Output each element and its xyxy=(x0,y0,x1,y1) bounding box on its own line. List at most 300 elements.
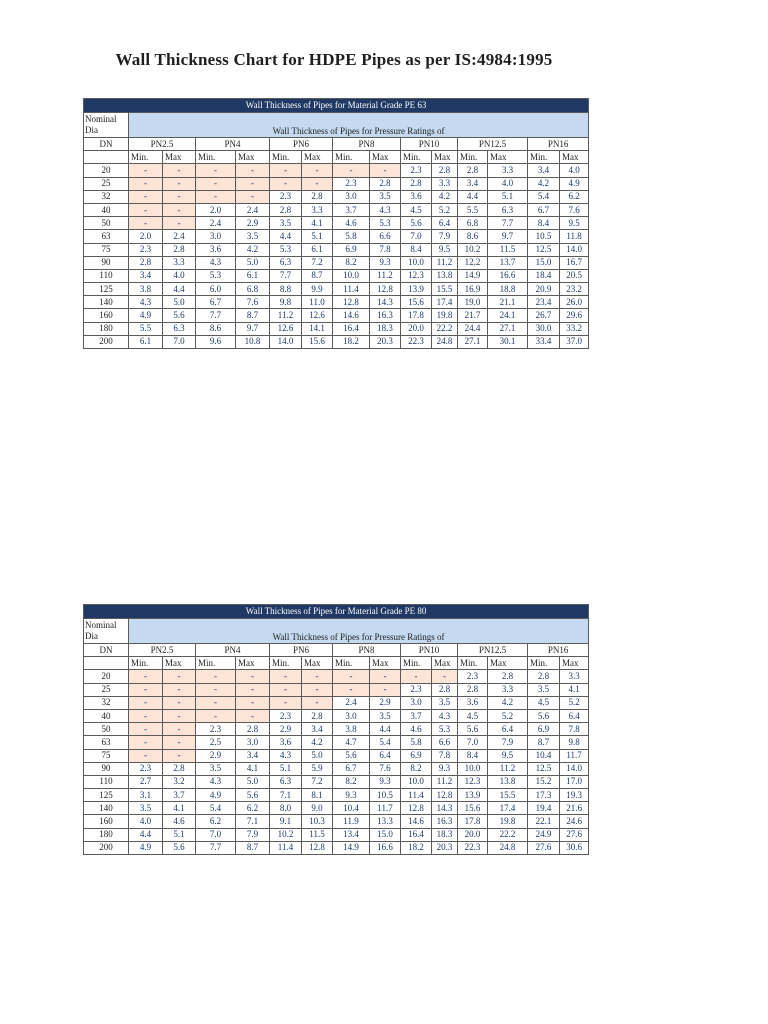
thickness-value: 7.7 xyxy=(196,309,236,322)
thickness-value: 5.3 xyxy=(432,723,458,736)
thickness-value: 17.8 xyxy=(401,309,432,322)
max-header: Max xyxy=(432,151,458,164)
thickness-value: 3.5 xyxy=(129,802,163,815)
thickness-value: - xyxy=(302,683,333,696)
thickness-value: 10.4 xyxy=(528,749,560,762)
thickness-value: 4.0 xyxy=(560,164,589,177)
thickness-table xyxy=(83,98,589,349)
thickness-value: 11.2 xyxy=(370,269,401,282)
nominal-dia-label: Nominal Dia xyxy=(84,619,129,644)
pn-header: PN4 xyxy=(196,138,270,151)
thickness-value: 15.6 xyxy=(401,296,432,309)
table-row xyxy=(84,164,589,177)
thickness-value: 6.1 xyxy=(129,335,163,348)
thickness-value: 23.4 xyxy=(528,296,560,309)
thickness-value: 2.8 xyxy=(163,762,196,775)
pn-header: PN12.5 xyxy=(458,644,528,657)
thickness-value: 3.1 xyxy=(129,789,163,802)
table-banner: Wall Thickness of Pipes for Material Grade PE 63 xyxy=(84,99,589,113)
thickness-value: 24.1 xyxy=(488,309,528,322)
thickness-value: - xyxy=(163,670,196,683)
thickness-value: 4.2 xyxy=(528,177,560,190)
table-row xyxy=(84,828,589,841)
thickness-value: 4.5 xyxy=(458,709,488,722)
thickness-value: 4.6 xyxy=(401,723,432,736)
thickness-value: 16.6 xyxy=(488,269,528,282)
thickness-value: 4.3 xyxy=(432,709,458,722)
thickness-value: 15.6 xyxy=(302,335,333,348)
thickness-value: 16.3 xyxy=(432,815,458,828)
table-row xyxy=(84,269,589,282)
thickness-value: 5.1 xyxy=(302,230,333,243)
thickness-value: - xyxy=(129,203,163,216)
thickness-value: 2.8 xyxy=(302,709,333,722)
thickness-value: - xyxy=(196,190,236,203)
thickness-value: 10.0 xyxy=(401,775,432,788)
min-header: Min. xyxy=(528,657,560,670)
thickness-value: 22.2 xyxy=(432,322,458,335)
thickness-value: - xyxy=(196,164,236,177)
thickness-value: 5.0 xyxy=(236,775,270,788)
thickness-value: 12.6 xyxy=(270,322,302,335)
thickness-value: 4.4 xyxy=(163,283,196,296)
thickness-value: 2.8 xyxy=(528,670,560,683)
min-header: Min. xyxy=(129,151,163,164)
thickness-value: - xyxy=(163,723,196,736)
thickness-value: - xyxy=(370,683,401,696)
dn-value: 63 xyxy=(84,230,129,243)
thickness-value: 3.3 xyxy=(560,670,589,683)
table-row xyxy=(84,230,589,243)
thickness-value: 13.8 xyxy=(488,775,528,788)
pn-header: PN10 xyxy=(401,644,458,657)
thickness-value: - xyxy=(129,736,163,749)
thickness-value: 11.7 xyxy=(560,749,589,762)
thickness-value: - xyxy=(129,177,163,190)
dn-value: 90 xyxy=(84,762,129,775)
thickness-value: 37.0 xyxy=(560,335,589,348)
thickness-value: 15.0 xyxy=(370,828,401,841)
thickness-value: 18.3 xyxy=(370,322,401,335)
thickness-value: 7.6 xyxy=(370,762,401,775)
thickness-value: - xyxy=(401,670,432,683)
table-row xyxy=(84,190,589,203)
thickness-value: 3.0 xyxy=(236,736,270,749)
thickness-value: 4.6 xyxy=(333,217,370,230)
thickness-value: 17.0 xyxy=(560,775,589,788)
thickness-value: 11.8 xyxy=(560,230,589,243)
thickness-value: 27.6 xyxy=(560,828,589,841)
thickness-value: 5.0 xyxy=(236,256,270,269)
table-row xyxy=(84,283,589,296)
table-row xyxy=(84,802,589,815)
max-header: Max xyxy=(488,151,528,164)
pressure-ratings-label: Wall Thickness of Pipes for Pressure Ratings of xyxy=(129,619,589,644)
thickness-value: 3.3 xyxy=(488,683,528,696)
thickness-value: 33.4 xyxy=(528,335,560,348)
thickness-value: 2.9 xyxy=(270,723,302,736)
thickness-value: 7.9 xyxy=(488,736,528,749)
thickness-value: 2.4 xyxy=(196,217,236,230)
thickness-value: 30.6 xyxy=(560,841,589,854)
thickness-value: 5.3 xyxy=(370,217,401,230)
thickness-value: 13.3 xyxy=(370,815,401,828)
thickness-value: 9.3 xyxy=(370,775,401,788)
thickness-value: 16.6 xyxy=(370,841,401,854)
thickness-value: 9.3 xyxy=(370,256,401,269)
thickness-value: 6.3 xyxy=(270,775,302,788)
pn-header: PN8 xyxy=(333,644,401,657)
thickness-value: - xyxy=(196,696,236,709)
thickness-value: 2.8 xyxy=(458,683,488,696)
thickness-value: 9.7 xyxy=(488,230,528,243)
thickness-value: 18.3 xyxy=(432,828,458,841)
thickness-value: 10.0 xyxy=(333,269,370,282)
thickness-value: - xyxy=(163,696,196,709)
table-row xyxy=(84,203,589,216)
thickness-value: 11.9 xyxy=(333,815,370,828)
thickness-value: 14.3 xyxy=(432,802,458,815)
thickness-value: 3.8 xyxy=(129,283,163,296)
thickness-value: 5.5 xyxy=(458,203,488,216)
thickness-value: 6.9 xyxy=(401,749,432,762)
thickness-value: 5.6 xyxy=(528,709,560,722)
dn-value: 200 xyxy=(84,841,129,854)
thickness-value: 3.2 xyxy=(163,775,196,788)
thickness-value: 8.6 xyxy=(196,322,236,335)
thickness-value: - xyxy=(236,177,270,190)
pe63-table xyxy=(83,98,588,349)
thickness-value: 3.4 xyxy=(236,749,270,762)
pn-header: PN10 xyxy=(401,138,458,151)
thickness-value: 8.4 xyxy=(401,243,432,256)
blank-cell xyxy=(84,151,129,164)
thickness-value: 15.5 xyxy=(488,789,528,802)
table-row xyxy=(84,335,589,348)
thickness-value: - xyxy=(270,670,302,683)
pn-header: PN16 xyxy=(528,644,589,657)
table-row xyxy=(84,775,589,788)
thickness-value: 22.1 xyxy=(528,815,560,828)
thickness-value: - xyxy=(163,164,196,177)
thickness-value: 9.5 xyxy=(488,749,528,762)
thickness-value: 6.7 xyxy=(333,762,370,775)
thickness-value: 5.2 xyxy=(560,696,589,709)
thickness-value: 5.1 xyxy=(270,762,302,775)
thickness-value: 7.1 xyxy=(236,815,270,828)
thickness-value: - xyxy=(370,670,401,683)
dn-value: 75 xyxy=(84,243,129,256)
thickness-value: 20.9 xyxy=(528,283,560,296)
thickness-value: 4.5 xyxy=(401,203,432,216)
thickness-value: 5.6 xyxy=(236,789,270,802)
thickness-value: - xyxy=(163,736,196,749)
thickness-value: - xyxy=(163,217,196,230)
dn-value: 40 xyxy=(84,709,129,722)
thickness-value: 6.2 xyxy=(196,815,236,828)
thickness-value: - xyxy=(333,683,370,696)
thickness-value: 10.5 xyxy=(370,789,401,802)
thickness-value: - xyxy=(163,177,196,190)
thickness-value: 7.6 xyxy=(236,296,270,309)
thickness-value: 7.7 xyxy=(196,841,236,854)
thickness-value: - xyxy=(129,683,163,696)
dn-value: 25 xyxy=(84,683,129,696)
thickness-table xyxy=(83,604,589,855)
table-row xyxy=(84,736,589,749)
thickness-value: 7.7 xyxy=(488,217,528,230)
thickness-value: 20.0 xyxy=(458,828,488,841)
thickness-value: 19.0 xyxy=(458,296,488,309)
dn-value: 125 xyxy=(84,283,129,296)
thickness-value: 2.8 xyxy=(458,164,488,177)
thickness-value: 21.6 xyxy=(560,802,589,815)
thickness-value: 30.1 xyxy=(488,335,528,348)
max-header: Max xyxy=(432,657,458,670)
thickness-value: 15.2 xyxy=(528,775,560,788)
thickness-value: 10.8 xyxy=(236,335,270,348)
thickness-value: 2.0 xyxy=(129,230,163,243)
table-row xyxy=(84,243,589,256)
thickness-value: 3.7 xyxy=(401,709,432,722)
thickness-value: 6.1 xyxy=(302,243,333,256)
dn-header: DN xyxy=(84,138,129,151)
dn-value: 50 xyxy=(84,217,129,230)
pn-header: PN4 xyxy=(196,644,270,657)
thickness-value: 3.0 xyxy=(401,696,432,709)
thickness-value: 3.6 xyxy=(270,736,302,749)
thickness-value: - xyxy=(236,709,270,722)
thickness-value: 2.3 xyxy=(196,723,236,736)
thickness-value: 9.3 xyxy=(432,762,458,775)
min-header: Min. xyxy=(196,657,236,670)
thickness-value: 5.1 xyxy=(163,828,196,841)
thickness-value: 2.8 xyxy=(401,177,432,190)
thickness-value: 3.4 xyxy=(528,164,560,177)
thickness-value: 2.3 xyxy=(270,190,302,203)
thickness-value: 12.5 xyxy=(528,762,560,775)
thickness-value: 7.0 xyxy=(196,828,236,841)
thickness-value: - xyxy=(270,164,302,177)
thickness-value: - xyxy=(163,683,196,696)
page-title: Wall Thickness Chart for HDPE Pipes as per IS:4984:1995 xyxy=(115,50,553,69)
thickness-value: 3.7 xyxy=(163,789,196,802)
thickness-value: 15.6 xyxy=(458,802,488,815)
thickness-value: 4.3 xyxy=(270,749,302,762)
table-row xyxy=(84,762,589,775)
thickness-value: 12.8 xyxy=(302,841,333,854)
thickness-value: 4.1 xyxy=(236,762,270,775)
min-header: Min. xyxy=(129,657,163,670)
thickness-value: 14.0 xyxy=(560,762,589,775)
pn-header: PN2.5 xyxy=(129,138,196,151)
thickness-value: 17.4 xyxy=(432,296,458,309)
table-row xyxy=(84,841,589,854)
thickness-value: 9.5 xyxy=(432,243,458,256)
max-header: Max xyxy=(488,657,528,670)
thickness-value: 16.7 xyxy=(560,256,589,269)
thickness-value: 6.3 xyxy=(163,322,196,335)
table-row xyxy=(84,683,589,696)
thickness-value: 13.4 xyxy=(333,828,370,841)
thickness-value: 18.2 xyxy=(401,841,432,854)
thickness-value: 6.9 xyxy=(528,723,560,736)
thickness-value: 8.4 xyxy=(458,749,488,762)
thickness-value: 14.9 xyxy=(333,841,370,854)
thickness-value: - xyxy=(196,683,236,696)
thickness-value: - xyxy=(302,177,333,190)
thickness-value: 10.3 xyxy=(302,815,333,828)
thickness-value: 27.1 xyxy=(458,335,488,348)
min-header: Min. xyxy=(196,151,236,164)
thickness-value: 20.3 xyxy=(370,335,401,348)
thickness-value: 8.2 xyxy=(333,256,370,269)
thickness-value: 7.2 xyxy=(302,775,333,788)
thickness-value: 5.6 xyxy=(458,723,488,736)
min-header: Min. xyxy=(270,657,302,670)
thickness-value: 19.3 xyxy=(560,789,589,802)
thickness-value: 11.4 xyxy=(270,841,302,854)
thickness-value: 6.2 xyxy=(236,802,270,815)
thickness-value: - xyxy=(270,683,302,696)
thickness-value: - xyxy=(333,164,370,177)
thickness-value: 4.4 xyxy=(129,828,163,841)
thickness-value: 12.5 xyxy=(528,243,560,256)
thickness-value: 33.2 xyxy=(560,322,589,335)
thickness-value: 27.1 xyxy=(488,322,528,335)
thickness-value: 8.7 xyxy=(528,736,560,749)
thickness-value: 3.3 xyxy=(488,164,528,177)
table-row xyxy=(84,296,589,309)
thickness-value: 8.1 xyxy=(302,789,333,802)
thickness-value: 7.0 xyxy=(163,335,196,348)
thickness-value: 8.2 xyxy=(333,775,370,788)
thickness-value: 5.9 xyxy=(302,762,333,775)
dn-value: 20 xyxy=(84,670,129,683)
thickness-value: 24.6 xyxy=(560,815,589,828)
thickness-value: 6.0 xyxy=(196,283,236,296)
max-header: Max xyxy=(560,151,589,164)
thickness-value: 2.3 xyxy=(458,670,488,683)
thickness-value: 30.0 xyxy=(528,322,560,335)
thickness-value: 5.6 xyxy=(401,217,432,230)
thickness-value: 11.0 xyxy=(302,296,333,309)
thickness-value: 10.2 xyxy=(270,828,302,841)
thickness-value: - xyxy=(163,203,196,216)
thickness-value: - xyxy=(129,164,163,177)
thickness-value: 4.5 xyxy=(528,696,560,709)
thickness-value: 20.3 xyxy=(432,841,458,854)
thickness-value: 13.9 xyxy=(458,789,488,802)
thickness-value: 12.2 xyxy=(458,256,488,269)
dn-value: 90 xyxy=(84,256,129,269)
thickness-value: 16.4 xyxy=(401,828,432,841)
thickness-value: 4.2 xyxy=(432,190,458,203)
thickness-value: - xyxy=(129,190,163,203)
thickness-value: 8.0 xyxy=(270,802,302,815)
thickness-value: 2.8 xyxy=(432,683,458,696)
table-row xyxy=(84,256,589,269)
max-header: Max xyxy=(370,657,401,670)
dn-value: 125 xyxy=(84,789,129,802)
thickness-value: 3.0 xyxy=(196,230,236,243)
pn-header: PN6 xyxy=(270,138,333,151)
thickness-value: 19.8 xyxy=(488,815,528,828)
thickness-value: 26.0 xyxy=(560,296,589,309)
thickness-value: 4.9 xyxy=(560,177,589,190)
table-row xyxy=(84,309,589,322)
thickness-value: 4.3 xyxy=(196,775,236,788)
thickness-value: 5.6 xyxy=(333,749,370,762)
dn-value: 40 xyxy=(84,203,129,216)
thickness-value: 11.2 xyxy=(488,762,528,775)
thickness-value: 11.4 xyxy=(401,789,432,802)
thickness-value: 3.5 xyxy=(196,762,236,775)
dn-value: 25 xyxy=(84,177,129,190)
thickness-value: 4.1 xyxy=(302,217,333,230)
dn-value: 50 xyxy=(84,723,129,736)
thickness-value: - xyxy=(163,749,196,762)
thickness-value: 6.3 xyxy=(488,203,528,216)
thickness-value: 2.8 xyxy=(270,203,302,216)
dn-value: 140 xyxy=(84,296,129,309)
thickness-value: 19.8 xyxy=(432,309,458,322)
min-header: Min. xyxy=(333,151,370,164)
thickness-value: 5.1 xyxy=(488,190,528,203)
thickness-value: 22.2 xyxy=(488,828,528,841)
max-header: Max xyxy=(236,657,270,670)
thickness-value: 14.0 xyxy=(270,335,302,348)
thickness-value: 23.2 xyxy=(560,283,589,296)
thickness-value: 8.7 xyxy=(302,269,333,282)
dn-value: 140 xyxy=(84,802,129,815)
thickness-value: 4.2 xyxy=(302,736,333,749)
table-row xyxy=(84,670,589,683)
thickness-value: - xyxy=(196,177,236,190)
thickness-value: - xyxy=(196,709,236,722)
thickness-value: 13.9 xyxy=(401,283,432,296)
thickness-value: 9.6 xyxy=(196,335,236,348)
thickness-value: 5.6 xyxy=(163,309,196,322)
thickness-value: 24.9 xyxy=(528,828,560,841)
min-header: Min. xyxy=(458,657,488,670)
max-header: Max xyxy=(302,657,333,670)
thickness-value: 16.4 xyxy=(333,322,370,335)
thickness-value: 4.0 xyxy=(163,269,196,282)
thickness-value: 7.9 xyxy=(236,828,270,841)
thickness-value: 5.4 xyxy=(528,190,560,203)
thickness-value: 2.0 xyxy=(196,203,236,216)
thickness-value: 21.7 xyxy=(458,309,488,322)
thickness-value: 5.4 xyxy=(370,736,401,749)
thickness-value: 11.2 xyxy=(270,309,302,322)
pe80-table xyxy=(83,604,588,855)
thickness-value: 10.0 xyxy=(458,762,488,775)
thickness-value: 2.8 xyxy=(432,164,458,177)
thickness-value: 11.4 xyxy=(333,283,370,296)
thickness-value: 8.7 xyxy=(236,309,270,322)
thickness-value: 8.2 xyxy=(401,762,432,775)
thickness-value: 2.8 xyxy=(163,243,196,256)
thickness-value: 3.6 xyxy=(196,243,236,256)
thickness-value: 20.0 xyxy=(401,322,432,335)
thickness-value: 4.6 xyxy=(163,815,196,828)
thickness-value: 2.9 xyxy=(370,696,401,709)
thickness-value: 4.4 xyxy=(270,230,302,243)
thickness-value: 12.3 xyxy=(401,269,432,282)
max-header: Max xyxy=(163,151,196,164)
thickness-value: 5.4 xyxy=(196,802,236,815)
